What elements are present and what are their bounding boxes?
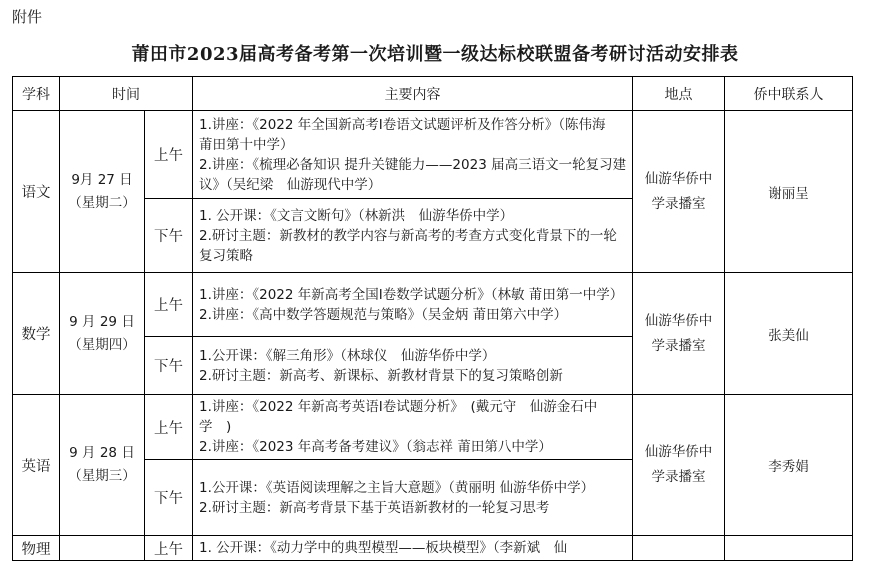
content-item: 2.研讨主题：新高考、新课标、新教材背景下的复习策略创新 [199,367,563,384]
content-item: 1.讲座：《2022 年新高考全国Ⅰ卷数学试题分析》（林敏 莆田第一中学） [199,286,624,303]
content-item: 2.讲座：《2023 年高考备考建议》（翁志祥 莆田第八中学） [199,439,552,455]
content-item: 1.讲座：《2022 年新高考英语Ⅰ卷试题分析》 (戴元守 仙游金石中学 ) [199,399,598,435]
subject-cell: 数学 [13,273,60,395]
weekday-text: （星期三） [68,468,136,484]
table-row [13,111,853,199]
content-item: 2.讲座：《高中数学答题规范与策略》（吴金炳 莆田第六中学） [199,306,568,323]
subject-cell: 物理 [13,536,60,561]
header-content: 主要内容 [193,77,633,111]
subject-cell: 英语 [13,395,60,536]
content-item: 2.研讨主题：新教材的教学内容与新高考的考查方式变化背景下的一轮复习策略 [199,227,617,264]
content-cell [193,199,633,273]
date-text: 9 月 29 日 [69,313,135,330]
contact-cell: 谢丽呈 [725,111,853,273]
table-header-row [13,77,853,111]
period-cell: 上午 [145,395,193,460]
content-item: 1.公开课：《英语阅读理解之主旨大意题》（黄丽明 仙游华侨中学） [199,479,595,496]
page-title: 莆田市2023届高考备考第一次培训暨一级达标校联盟备考研讨活动安排表 [131,44,739,65]
date-cell [60,273,145,395]
content-item: 2.讲座：《梳理必备知识 提升关键能力——2023 届高三语文一轮复习建议》（吴纪梁 仙游现代中学） [199,156,627,193]
content-item: 2.研讨主题：新高考背景下基于英语新教材的一轮复习思考 [199,499,550,516]
location-cell [633,536,725,561]
header-contact: 侨中联系人 [725,77,853,111]
weekday-text: （星期四） [68,336,136,353]
location-cell: 仙游华侨中学录播室 [633,111,725,273]
date-text: 9 月 28 日 [69,445,135,461]
period-cell: 上午 [145,536,193,561]
content-item: 1.讲座：《2022 年全国新高考Ⅰ卷语文试题评析及作答分析》（陈伟海 莆田第十中学） [199,116,620,153]
content-cell [193,536,633,561]
subject-cell: 语文 [13,111,60,273]
header-subject: 学科 [13,77,60,111]
date-cell [60,536,145,561]
date-cell [60,395,145,536]
content-item: 1. 公开课：《文言文断句》（林新洪 仙游华侨中学） [199,207,514,224]
content-cell [193,273,633,337]
content-cell [193,395,633,460]
content-item: 1. 公开课：《动力学中的典型模型——板块模型》（李新斌 仙 [199,540,568,556]
content-cell [193,337,633,395]
location-cell: 仙游华侨中学录播室 [633,395,725,536]
content-item: 1.公开课：《解三角形》（林球仪 仙游华侨中学） [199,347,496,364]
period-cell: 上午 [145,111,193,199]
contact-cell: 李秀娟 [725,395,853,536]
content-cell [193,111,633,199]
weekday-text: （星期二） [68,194,136,211]
header-location: 地点 [633,77,725,111]
period-cell: 上午 [145,273,193,337]
contact-cell: 张美仙 [725,273,853,395]
attachment-label: 附件 [12,8,43,26]
date-cell [60,111,145,273]
period-cell: 下午 [145,460,193,536]
content-cell [193,460,633,536]
period-cell: 下午 [145,337,193,395]
header-time: 时间 [60,77,193,111]
period-cell: 下午 [145,199,193,273]
table-row [13,395,853,460]
schedule-table [12,76,853,561]
location-cell: 仙游华侨中学录播室 [633,273,725,395]
contact-cell [725,536,853,561]
date-text: 9月 27 日 [71,171,133,188]
table-row [13,273,853,337]
table-row [13,536,853,561]
